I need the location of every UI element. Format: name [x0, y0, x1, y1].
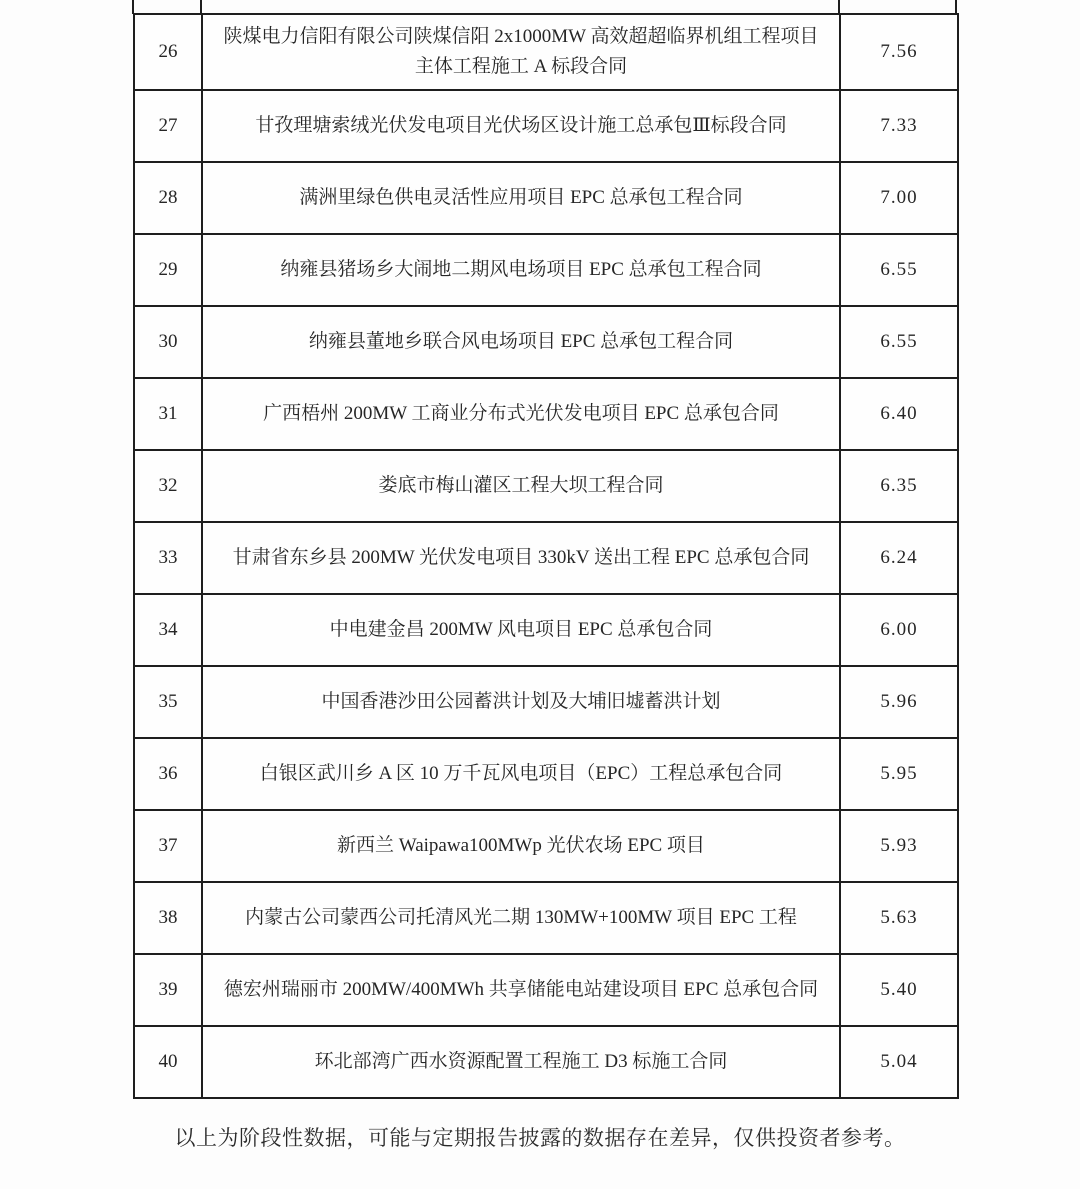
- table-row: [134, 90, 958, 162]
- table-row: [134, 594, 958, 666]
- table-row: [134, 738, 958, 810]
- table-row: [134, 450, 958, 522]
- disclaimer-note: 以上为阶段性数据，可能与定期报告披露的数据存在差异，仅供投资者参考。: [174, 1126, 906, 1150]
- contract-value: 6.24: [840, 522, 958, 594]
- row-number: 34: [134, 594, 202, 666]
- contract-name: 环北部湾广西水资源配置工程施工 D3 标施工合同: [202, 1026, 840, 1098]
- row-number: 30: [134, 306, 202, 378]
- row-number: 28: [134, 162, 202, 234]
- row-number: 29: [134, 234, 202, 306]
- contract-value: 5.93: [840, 810, 958, 882]
- row-number: 31: [134, 378, 202, 450]
- contract-value: 7.33: [840, 90, 958, 162]
- contract-value: 7.00: [840, 162, 958, 234]
- table-border-stub: [838, 0, 840, 14]
- contract-name: 陕煤电力信阳有限公司陕煤信阳 2x1000MW 高效超超临界机组工程项目主体工程施工 A 标段合同: [202, 14, 840, 90]
- contract-name: 白银区武川乡 A 区 10 万千瓦风电项目（EPC）工程总承包合同: [202, 738, 840, 810]
- contract-value: 7.56: [840, 14, 958, 90]
- table-row: [134, 522, 958, 594]
- table-row: [134, 14, 958, 90]
- contract-name: 广西梧州 200MW 工商业分布式光伏发电项目 EPC 总承包合同: [202, 378, 840, 450]
- row-number: 38: [134, 882, 202, 954]
- contract-name: 德宏州瑞丽市 200MW/400MWh 共享储能电站建设项目 EPC 总承包合同: [202, 954, 840, 1026]
- contract-name: 满洲里绿色供电灵活性应用项目 EPC 总承包工程合同: [202, 162, 840, 234]
- row-number: 27: [134, 90, 202, 162]
- contract-value: 6.55: [840, 306, 958, 378]
- table-border-stub: [132, 0, 134, 14]
- row-number: 39: [134, 954, 202, 1026]
- contract-value: 6.35: [840, 450, 958, 522]
- row-number: 40: [134, 1026, 202, 1098]
- contract-name: 纳雍县董地乡联合风电场项目 EPC 总承包工程合同: [202, 306, 840, 378]
- table-border-stub: [955, 0, 957, 14]
- table-row: [134, 666, 958, 738]
- contract-name: 甘肃省东乡县 200MW 光伏发电项目 330kV 送出工程 EPC 总承包合同: [202, 522, 840, 594]
- row-number: 32: [134, 450, 202, 522]
- table-row: [134, 810, 958, 882]
- row-number: 35: [134, 666, 202, 738]
- contract-value: 6.00: [840, 594, 958, 666]
- contract-value: 6.55: [840, 234, 958, 306]
- table-row: [134, 1026, 958, 1098]
- contract-value: 5.63: [840, 882, 958, 954]
- contract-value: 5.95: [840, 738, 958, 810]
- row-number: 33: [134, 522, 202, 594]
- contract-value: 5.04: [840, 1026, 958, 1098]
- contract-name: 内蒙古公司蒙西公司托清风光二期 130MW+100MW 项目 EPC 工程: [202, 882, 840, 954]
- contracts-table-body: [134, 14, 958, 1098]
- table-row: [134, 162, 958, 234]
- contract-name: 中国香港沙田公园蓄洪计划及大埔旧墟蓄洪计划: [202, 666, 840, 738]
- contract-name: 纳雍县猪场乡大闹地二期风电场项目 EPC 总承包工程合同: [202, 234, 840, 306]
- table-border-stub: [200, 0, 202, 14]
- contract-value: 5.96: [840, 666, 958, 738]
- contract-name: 甘孜理塘索绒光伏发电项目光伏场区设计施工总承包Ⅲ标段合同: [202, 90, 840, 162]
- row-number: 26: [134, 14, 202, 90]
- contracts-table: [133, 13, 959, 1099]
- table-row: [134, 234, 958, 306]
- contract-value: 6.40: [840, 378, 958, 450]
- row-number: 36: [134, 738, 202, 810]
- contract-name: 娄底市梅山灌区工程大坝工程合同: [202, 450, 840, 522]
- row-number: 37: [134, 810, 202, 882]
- contract-name: 新西兰 Waipawa100MWp 光伏农场 EPC 项目: [202, 810, 840, 882]
- table-row: [134, 306, 958, 378]
- contract-value: 5.40: [840, 954, 958, 1026]
- contract-name: 中电建金昌 200MW 风电项目 EPC 总承包合同: [202, 594, 840, 666]
- table-row: [134, 882, 958, 954]
- table-row: [134, 378, 958, 450]
- table-row: [134, 954, 958, 1026]
